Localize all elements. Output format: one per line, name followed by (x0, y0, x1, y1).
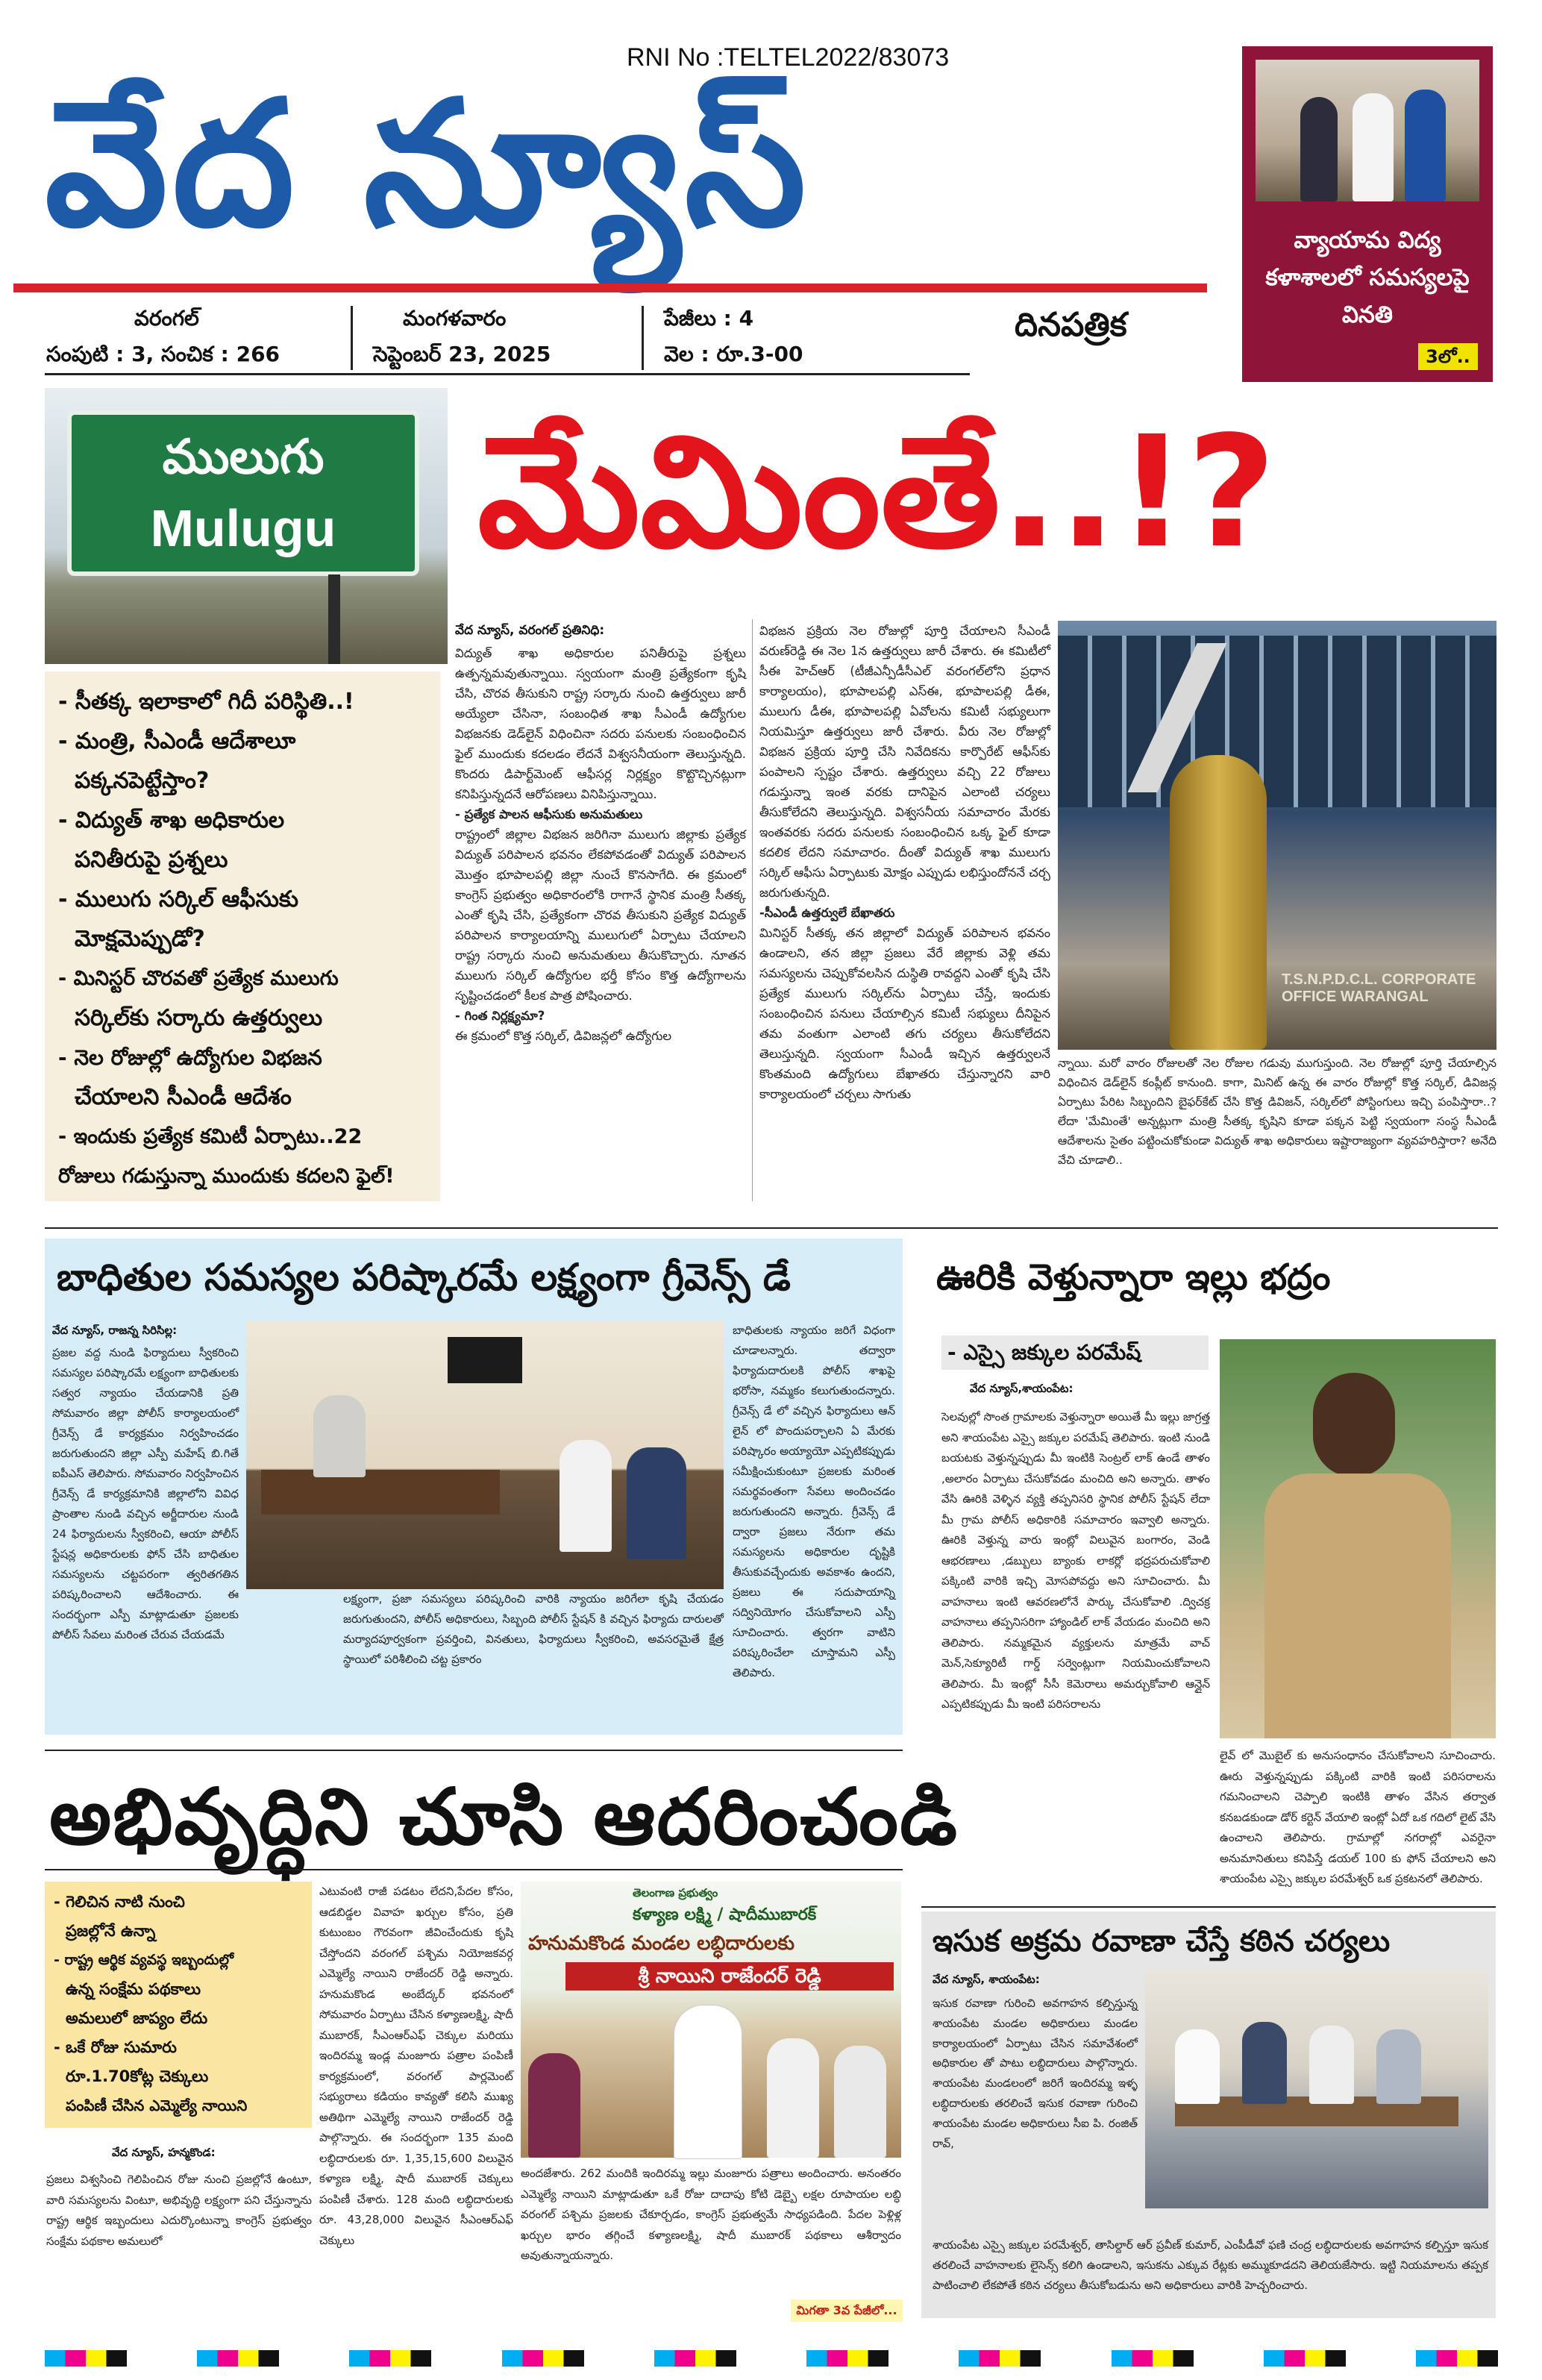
development-text-left: ప్రజలు విశ్వసించి గెలిపించిన రోజు నుంచి ప్రజల్లోనే ఉంటూ, వారి సమస్యలను వింటూ, అభివృద్ధి లక్ష్యంగా పని చేస్తున్నాను రాష్ట్ర ఆర్థిక ఇబ్బందులు ఎదుర్కొంటున్నా కాంగ్రెస్ ప్రభుత్వం సంక్షేమ పథకాల అమలులో (46, 2173, 312, 2248)
person-silhouette (1405, 90, 1446, 201)
speaker-figure (674, 2005, 742, 2159)
banner-text: కళ్యాణ లక్ష్మి / షాదీముబారక్ (633, 1905, 817, 1924)
lead-headline: మేమింతే..!? (477, 403, 1276, 582)
lead-col1-text: రాష్ట్రంలో జిల్లాల విభజన జరిగినా ములుగు జిల్లాకు ప్రత్యేక విద్యుత్ పరిపాలన భవనం లేకపోవడంతో విద్యుత్ పరిపాలన మొత్తం భూపాలపల్లి జిల్లా నుంచే కొనసాగేది. ఈ క్రమంలో కాంగ్రెస్ ప్రభుత్వం అధికారంలోకి రాగానే స్థానిక మంత్రి సీతక్క ఎంతో కృషి చేసి, ప్రత్యేకంగా చొరవ తీసుకుని ప్రత్యేక విద్యుత్ పరిపాలన కార్యాలయాన్ని ములుగులో ఏర్పాటు చేయాలని రాష్ట్ర సర్కారు నుంచి అనుమతులు తీసుకొచ్చారు. నూతన ములుగు సర్కిల్ ఉద్యోగుల భర్తీ కోసం కొత్త ఉద్యోగాలను సృష్టించడంలో కీలక పాత్ర పోషించారు. (455, 827, 746, 1003)
lead-subhead: -సీఎండీ ఉత్తర్వులే బేఖాతరు (759, 906, 895, 920)
safety-headline: ఊరికి వెళ్తున్నారా ఇల్లు భద్రం (936, 1256, 1331, 1298)
color-swatch (806, 2350, 888, 2367)
bullet: - విద్యుత్ శాఖ అధికారుల (58, 807, 285, 833)
bullet: పనితీరుపై ప్రశ్నలు (75, 847, 228, 873)
bullet: అమలులో జాప్యం లేదు (66, 2009, 208, 2027)
bullet: రూ.1.70కోట్ల చెక్కులు (66, 2067, 209, 2085)
bullet: పక్కనపెట్టేస్తాం? (75, 768, 210, 794)
development-text-right: అందజేశారు. 262 మందికి ఇందిరమ్మ ఇల్లు మంజూరు పత్రాలు అందించారు. అనంతరం ఎమ్మెల్యే నాయిని మాట్లాడుతూ ఒకే రోజు దాదాపు కోటి డెబ్బై లక్షల రూపాయల లబ్ధి వరంగల్ పశ్చిమ ప్రజలకు చేకూర్చడం, కాంగ్రెస్ ప్రభుత్వమే సాధ్యపడింది. పేదల పెళ్లిళ్ల ఖర్చుల భారం తగ్గించే కళ్యాణలక్ష్మి, షాదీ ముబారక్ పథకాలు ఆశీర్వాదం అవుతున్నాయన్నారు. (521, 2167, 901, 2262)
officer-figure (313, 1395, 366, 1477)
grievance-dateline: వేద న్యూస్, రాజన్న సిరిసిల్ల: (52, 1324, 178, 1337)
person-silhouette (1300, 97, 1338, 201)
bullet: మోక్షమెప్పుడో? (75, 926, 205, 952)
audience-figure (528, 2053, 580, 2158)
masthead-price: వెల : రూ.3-00 (664, 342, 803, 366)
masthead-title: వేద న్యూస్ (45, 63, 811, 265)
color-swatch (654, 2350, 736, 2367)
safety-text-2: లైవ్ లో మొబైల్ కు అనుసంధానం చేసుకోవాలని సూచించారు. ఊరు వెళ్తున్నప్పుడు పక్కింటి వారికి ఇంటి పరిసరాలను గమనించాలని చెప్పాలి ఇంటికి తాళం వేసిన తర్వాత కనబడకుండా డోర్ కర్టెన్ వేయాలి ఇంట్లో ఏదో ఒక గదిలో లైట్ వేసి ఉంచాలని తెలిపారు. గ్రామాల్లో నగరాల్లో ఎవరైనా అనుమానితులు కనిపిస్తే డయల్ 100 కు ఫోన్ చేయాలని అని శాయంపేట ఎస్సై జక్కుల పరమేశ్వర్ ఒక ప్రకటనలో తెలిపారు. (1220, 1749, 1496, 1885)
safety-byline: - ఎస్సై జక్కుల పరమేష్ (941, 1335, 1209, 1370)
masthead-weekday: మంగళవారం (403, 306, 507, 331)
color-swatch (1416, 2350, 1498, 2367)
officer-uniform (1264, 1474, 1451, 1738)
safety-dateline: వేద న్యూస్,శాయంపేట: (970, 1382, 1074, 1395)
development-dateline: వేద న్యూస్, హన్మకొండ: (112, 2146, 216, 2159)
signboard (67, 410, 419, 576)
continued-note: మిగతా 3వ పేజీలో... (791, 2299, 903, 2322)
lead-col2-text: మినిస్టర్ సీతక్క తన జిల్లాలో విద్యుత్ పరిపాలన భవనం ఉండాలని, తన జిల్లా ప్రజలు వేరే జిల్లాకు వెళ్లి తమ సమస్యలను చెప్పుకోవలసిన దుస్థితి రావద్దని ఎంతో కృషి చేసి ప్రత్యేక ములుగు సర్కిల్‌ను ఏర్పాటు చేస్తే, ఇందుకు సంబంధించిన పనులు చేయాల్సిన కమిటీ సభ్యులు దీనిపైన తమ వంతుగా ఎలాంటి తగు చర్యలు తీసుకోలేదని తెలుస్తున్నది. స్వయంగా సీఎండీ ఇచ్చిన ఉత్తర్వులనే కొంతమంది ఉద్యోగులు బేఖాతరు చేస్తున్నారని వారి కార్యాలయంలో చర్చలు సాగుతు (759, 926, 1050, 1101)
section-rule (921, 1906, 1496, 1908)
grievance-text-right: బాధితులకు న్యాయం జరిగే విధంగా చూడాలన్నారు. తద్వారా ఫిర్యాదుదారులకి పోలీస్ శాఖపై భరోసా, నమ్మకం కలుగుతుందన్నారు. గ్రీవెన్స్ డే లో వచ్చిన ఫిర్యాదులు ఆన్ లైన్ లో పొందుపర్చాలని ఏ మేరకు పరిష్కారం అయ్యాయో ఎప్పటికప్పుడు సమీక్షించుకుంటూ ప్రజలకు మరింత సమర్థవంతంగా సేవలు అందించడం జరుగుతుందని అన్నారు. గ్రీవెన్స్ డే ద్వారా ప్రజలు నేరుగా తమ సమస్యలను అధికారుల దృష్టికి తీసుకువచ్చేందుకు అవకాశం ఉందని, ప్రజలు ఈ సదుపాయాన్ని సద్వినియోగం చేసుకోవాలని ఎస్పీ సూచించారు. త్వరగా వాటిని పరిష్కరించేలా చూస్తామని ఎస్పీ తెలిపారు. (733, 1324, 895, 1679)
color-swatch (959, 2350, 1041, 2367)
lead-col1 (455, 643, 746, 1203)
bullet: ప్రజల్లోనే ఉన్నా (66, 1922, 156, 1940)
sand-text-left: ఇసుక రవాణా గురించి అవగాహన కల్పిస్తున్న శాయంపేట మండల అధికారులు మండల కార్యాలయంలో ఏర్పాటు చేసిన సమావేశంలో అధికారుల తో పాటు లబ్ధిదారులు పాల్గొన్నారు. శాయంపేట మండలంలో జరిగే ఇందిరమ్మ ఇళ్ళ లబ్ధిదారులకు తరలించే ఇసుక రవాణా గురించి శాయంపేట మండల అధికారులు సీఐ పి. రంజిత్ రావ్, (933, 1997, 1138, 2150)
bullet: - ఒకే రోజు సుమారు (54, 2038, 177, 2056)
bullet: - ఇందుకు ప్రత్యేక కమిటీ ఏర్పాటు..22 (58, 1125, 363, 1148)
visitor-figure (627, 1447, 686, 1559)
sign-text-telugu: ములుగు (162, 430, 325, 485)
section-rule (45, 1227, 1498, 1229)
color-swatch (502, 2350, 584, 2367)
masthead-subtitle: దినపత్రిక (1015, 306, 1127, 344)
bullet: - సీతక్క ఇలాకాలో గిదీ పరిస్థితి..! (58, 689, 354, 715)
development-text-mid: ఎటువంటి రాజీ పడటం లేదని,పేదల కోసం, ఆడబిడ్డల వివాహ ఖర్చుల కోసం, ప్రతి కుటుంబం గౌరవంగా జీవించేందుకు కృషి చేస్తోందని వరంగల్ పశ్చిమ నియోజకవర్గ ఎమ్మెల్యే నాయిని రాజేందర్ రెడ్డి అన్నారు. హనుమకొండ అంబేద్కర్ భవనంలో సోమవారం ఏర్పాటు చేసిన కళ్యాణలక్ష్మి, షాదీ ముబారక్, సీఎంఆర్ఎఫ్ చెక్కుల మరియు ఇందిరమ్మ ఇండ్ల మంజూరు పత్రాల పంపిణీ కార్యక్రమంలో, వరంగల్ పార్లమెంట్ సభ్యురాలు కడియం కావ్యతో కలిసి ముఖ్య అతిథిగా ఎమ్మెల్యే నాయిని రాజేందర్ రెడ్డి పాల్గొన్నారు. ఈ సందర్భంగా 135 మంది లబ్ధిదారులకు రూ. 1,35,15,600 విలువైన కళ్యాణ లక్ష్మి, షాదీ ముబారక్ చెక్కులు పంపిణీ చేశారు. 128 మంది లబ్ధిదారులకు రూ. 43,28,000 విలువైన సీఎంఆర్ఎఫ్ చెక్కులు (319, 1885, 513, 2247)
audience-figure (834, 2046, 886, 2158)
lead-col3: న్నాయి. మరో వారం రోజులతో నెల రోజుల గడువు ముగుస్తుంది. నెల రోజుల్లో పూర్తి చేయాల్సిన విధించిన డెడ్‌లైన్ కంప్లీట్ కానుంది. కాగా, మినిట్ ఉన్న ఈ వారం రోజుల్లో కొత్త సర్కిల్, డివిజన్ల ఏర్పాటు పేరిట సిబ్బందిని బైఫర్‌కేట్ చేసి కొత్త డివిజన్, సర్కిల్‌లో పోస్టింగులు ఇచ్చి పంపిస్తారా..? లేదా 'మేమింతే' అన్నట్లుగా మంత్రి సీతక్క కృషిని కూడా పక్కన పెట్టి స్వయంగా సంస్థ సీఎండీ ఆదేశాలను సైతం పట్టించుకోకుండా విద్యుత్ శాఖ అధికారులు ఇష్టారాజ్యంగా వ్యవహరిస్తారా? అనేది వేచి చూడాలి.. (1058, 1056, 1496, 1167)
color-swatch (1264, 2350, 1346, 2367)
column-rule (752, 619, 753, 1201)
masthead-volume: సంపుటి : 3, సంచిక : 266 (46, 342, 280, 366)
bullet: - గెలిచిన నాటి నుంచి (54, 1893, 185, 1911)
color-swatch (1112, 2350, 1194, 2367)
audience-figure (767, 2038, 819, 2158)
development-headline: అభివృద్ధిని చూసి ఆదరించండి (49, 1771, 959, 1862)
bullet: - మినిస్టర్ చొరవతో ప్రత్యేక ములుగు (58, 967, 339, 990)
masthead-divider (351, 306, 353, 370)
sand-headline: ఇసుక అక్రమ రవాణా చేస్తే కఠిన చర్యలు (933, 1924, 1391, 1958)
registration-color-bar (45, 2350, 1498, 2367)
office-desk (261, 1470, 500, 1515)
lead-bullets-box (45, 671, 440, 1201)
banner-text: తెలంగాణ ప్రభుత్వం (633, 1886, 718, 1900)
safety-text-1: సెలవుల్లో సొంత గ్రామాలకు వెళ్తున్నారా అయితే మీ ఇల్లు జాగ్రత్త అని శాయంపేట ఎస్సై జక్కుల పరమేష్ తెలిపారు. ఇంటి నుండి బయటకు వెళ్తున్నప్పుడు మీ ఇంటికి సెంట్రల్ లాక్ ఉండే తాళం ,అలారం ఏర్పాటు చేసుకోవడం మంచిది అని అన్నారు. తాళం వేసి ఊరికి వెళ్ళిన వ్యక్తి తప్పనిసరి స్థానిక పోలీస్ స్టేషన్ లేదా మీ గ్రామ పోలీస్ అధికారికి సమాచారం ఇవ్వాలి అన్నారు. ఊరికి వెళ్తున్న వారు ఇంట్లో విలువైన బంగారం, వెండి ఆభరణాలు ,డబ్బులు బ్యాంకు లాకర్లో భద్రపరుచుకోవాలి పక్కింటి వారికి ఇచ్చి మోసపోవద్దు అని సూచించారు. మీ వాహనాలు ఇంటి ఆవరణలోనే పార్కు చేసుకోవాలి .ద్విచక్ర వాహనాలు తప్పనిసరిగా హ్యాండిల్ లాక్ వేయడం మంచిది అని తెలిపారు. నమ్మకమైన వ్యక్తులను మాత్రమే వాచ్ మెన్,సెక్యూరిటీ గార్డ్ సర్వెంట్లుగా నియమించుకోవాలని తెలిపారు. మీ ఇంట్లో సీసీ కెమెరాలు అమర్చుకోవాలి ఆన్లైన్ ఎప్పటికప్పుడు మీ ఇంటి పరిసరాలను (941, 1410, 1210, 1711)
bullet: పంపిణీ చేసిన ఎమ్మెల్యే నాయిని (66, 2096, 248, 2114)
visitor-figure (560, 1440, 612, 1552)
attendee-figure (1376, 2029, 1421, 2104)
ear-page-ref: 3లో.. (1418, 343, 1478, 370)
building-sign: T.S.N.P.D.C.L. CORPORATE OFFICE WARANGAL (1282, 971, 1476, 1005)
bullet: చేయాలని సీఎండీ ఆదేశం (75, 1084, 292, 1110)
grievance-headline: బాధితుల సమస్యల పరిష్కారమే లక్ష్యంగా గ్రీవెన్స్ డే (57, 1256, 791, 1299)
mla-event-photo (521, 1882, 901, 2158)
ear-photo (1256, 60, 1479, 201)
grievance-text-left: ప్రజల వద్ద నుండి ఫిర్యాదులు స్వీకరించి సమస్యల పరిష్కారమే లక్ష్యంగా బాధితులకు సత్వర న్యాయం చేయడానికి ప్రతి సోమవారం జిల్లా పోలీస్ కార్యాలయంలో గ్రీవెన్స్ డే కార్యక్రమం నిర్వహించడం జరుగుతుందని జిల్లా ఎస్పీ మహేష్ బి.గితే ఐపీఎస్ తెలిపారు. సోమవారం నిర్వహించిన గ్రీవెన్స్ డే కార్యక్రమానికి జిల్లాలోని వివిధ ప్రాంతాల నుండి వచ్చిన అర్జీదారుల నుండి 24 ఫిర్యాదులను స్వీకరించి, ఆయా పోలీస్ స్టేషన్ల అధికారులకు ఫోన్ చేసి బాధితుల సమస్యలను చట్టపరంగా త్వరితగతిన పరిష్కరించాలని ఆదేశించారు. ఈ సందర్భంగా ఎస్పీ మాట్లాడుతూ ప్రజలకు పోలీస్ సేవలు మరింత చేరువ చేయడమే (52, 1346, 239, 1641)
lead-col1-text: విద్యుత్ శాఖ అధికారుల పనితీరుపై ప్రశ్నలు ఉత్పన్నమవుతున్నాయి. స్వయంగా మంత్రి ప్రత్యేకంగా కృషి చేసి, చొరవ తీసుకుని రాష్ట్ర సర్కారు నుంచి ఉత్తర్వులు జారీ అయ్యేలా చేసినా, సంబంధిత శాఖ సీఎండీ ఉద్యోగుల విభజనకు డెడ్‌లైన్ విధించినా సదరు పనులకు సంబంధించిన ఫైల్ ముందుకు కదలడం లేదనే విశ్వసనీయంగా తెలుస్తున్నది. కొందరు డిపార్ట్‌మెంట్ ఆఫీసర్ల నిర్లక్ష్యం కొట్టొచ్చినట్లుగా కనిపిస్తున్నదనే ఆరోపణలు వినిపిస్తున్నాయి. (455, 646, 746, 801)
tv-screen (448, 1337, 522, 1383)
color-swatch (197, 2350, 279, 2367)
masthead-pages: పేజీలు : 4 (664, 306, 754, 331)
section-rule (45, 1869, 903, 1870)
bullet: ఉన్న సంక్షేమ పథకాలు (66, 1980, 201, 1998)
lead-subhead: - ప్రత్యేక పాలన ఆఫీసుకు అనుమతులు (455, 807, 643, 821)
banner-text: హనుమకొండ మండల లబ్ధిదారులకు (528, 1932, 795, 1955)
lead-col1-text: ఈ క్రమంలో కొత్త సర్కిల్, డివిజన్లలో ఉద్యోగుల (455, 1029, 672, 1043)
banner-text: శ్రీ నాయిని రాజేందర్ రెడ్డి (565, 1962, 894, 1991)
sand-text-bottom: శాయంపేట ఎస్సై జక్కుల పరమేశ్వర్, తాసిల్దార్ ఆర్ ప్రవీణ్ కుమార్, ఎంపీడీవో ఫణి చంద్ర లబ్ధిదారులకు అవగాహన కల్పిస్తూ ఇసుక తరలించే వాహనాలకు లైసెన్స్ కలిగి ఉండాలని, ఇసుకను ఎక్కువ రేట్లకు అమ్ముకూడదని తెలియజేసారు. ఇట్టి నియమాలను తప్పక పాటించాలి లేకపోతే కఠిన చర్యలు తీసుకోబడును అని అధికారులు వారికి హెచ్చరించారు. (933, 2238, 1488, 2292)
sand-meeting-photo (1145, 1970, 1488, 2208)
lead-dateline: వేద న్యూస్, వరంగల్ ప్రతినిధి: (455, 623, 605, 638)
attendee-figure (1309, 2026, 1354, 2104)
lead-subhead: - గింత నిర్లక్ష్యమా? (455, 1009, 545, 1023)
color-swatch (349, 2350, 431, 2367)
masthead-divider (642, 306, 644, 370)
attendee-figure (1175, 2029, 1220, 2104)
sign-text-english: Mulugu (150, 499, 336, 557)
ear-headline: వ్యాయామ విద్య కళాశాలలో సమస్యలపై వినతి (1265, 227, 1470, 328)
masthead-red-rule (13, 284, 1207, 292)
bullet: - ములుగు సర్కిల్ ఆఫీసుకు (58, 886, 298, 912)
sand-dateline: వేద న్యూస్, శాయంపేట: (933, 1973, 1040, 1986)
lead-col2 (759, 621, 1050, 1203)
attendee-figure (1242, 2022, 1287, 2104)
si-portrait-photo (1220, 1339, 1496, 1738)
npdcl-building-photo (1058, 621, 1496, 1050)
mulugu-sign-photo (45, 388, 448, 664)
sign-post (328, 574, 340, 664)
bullet: రోజులు గడుస్తున్నా ముందుకు కదలని ఫైల్! (58, 1165, 395, 1188)
grievance-photo (246, 1321, 724, 1589)
development-bullets-box (45, 1882, 312, 2128)
color-swatch (45, 2350, 127, 2367)
bullet: - రాష్ట్ర ఆర్థిక వ్యవస్థ ఇబ్బందుల్లో (54, 1952, 234, 1968)
masthead-bottom-rule (45, 373, 970, 375)
officer-head (1313, 1373, 1395, 1477)
person-silhouette (1353, 93, 1394, 201)
bullet: - మంత్రి, సీఎండీ ఆదేశాలూ (58, 728, 296, 754)
masthead-place: వరంగల్ (134, 306, 199, 331)
lead-col2-text: విభజన ప్రక్రియ నెల రోజుల్లో పూర్తి చేయాలని సీఎండీ వరుణ్‌రెడ్డి ఈ నెల 1న ఉత్తర్వులు జారీ చేశారు. ఈ కమిటీలో సీఈ హెచ్‌ఆర్ (టీజీఎన్పీడీసీఎల్ వరంగల్‌లోని ప్రధాన కార్యాలయం), భూపాలపల్లి ఎస్ఈ, భూపాలపల్లి డీఈ, ములుగు డీఈ, భూపాలపల్లి ఏవోలను కమిటీ సభ్యులుగా నియమిస్తూ ఉత్తర్వులు జారీ చేశారు. వీరు నెల రోజుల్లో విభజన ప్రక్రియ పూర్తి చేసి నివేదికను కార్పొరేట్ ఆఫీస్‌కు పంపాలని స్పష్టం చేశారు. ఉత్తర్వులు వచ్చి 22 రోజులు గడుస్తున్నా ఇంత వరకు దానిపైన ఎలాంటి చర్యలు తీసుకోలేదని తెలుస్తున్నది. విశ్వసనీయ సమాచారం మేరకు ఇంతవరకు సదరు పనులకు సంబంధించిన ఒక్క ఫైల్ కూడా కదలిక లేదని సమాచారం. దీంతో విద్యుత్ శాఖ ములుగు సర్కిల్ ఆఫీసు ఏర్పాటుకు మోక్షం ఎప్పుడు లభిస్తుందోననే చర్చ జరుగుతున్నది. (759, 624, 1050, 900)
bullet: - నెల రోజుల్లో ఉద్యోగుల విభజన (58, 1045, 322, 1070)
grievance-text-mid: లక్ష్యంగా, ప్రజా సమస్యలు పరిష్కరించి వారికి న్యాయం జరిగేలా కృషి చేయడం జరుగుతుందని, పోలీస్ అధికారులు, సిబ్బంది పోలీస్ స్టేషన్ కి వచ్చిన ఫిర్యాదు దారులతో మర్యాదపూర్వకంగా ప్రవర్తించి, వినతులు, ఫిర్యాదులు స్వీకరించి, అవసరమైతే క్షేత్ర స్థాయిలో పరిశీలించి చట్ట ప్రకారం (343, 1592, 724, 1666)
ear-box[interactable] (1242, 46, 1493, 382)
gold-hand-statue (1170, 755, 1267, 1050)
bullet: సర్కిల్‌కు సర్కారు ఉత్తర్వులు (75, 1005, 323, 1031)
masthead-date: సెప్టెంబర్ 23, 2025 (373, 342, 551, 366)
building-windows (1058, 636, 1496, 807)
rni-number: RNI No :TELTEL2022/83073 (627, 43, 950, 72)
section-rule (45, 1750, 903, 1751)
